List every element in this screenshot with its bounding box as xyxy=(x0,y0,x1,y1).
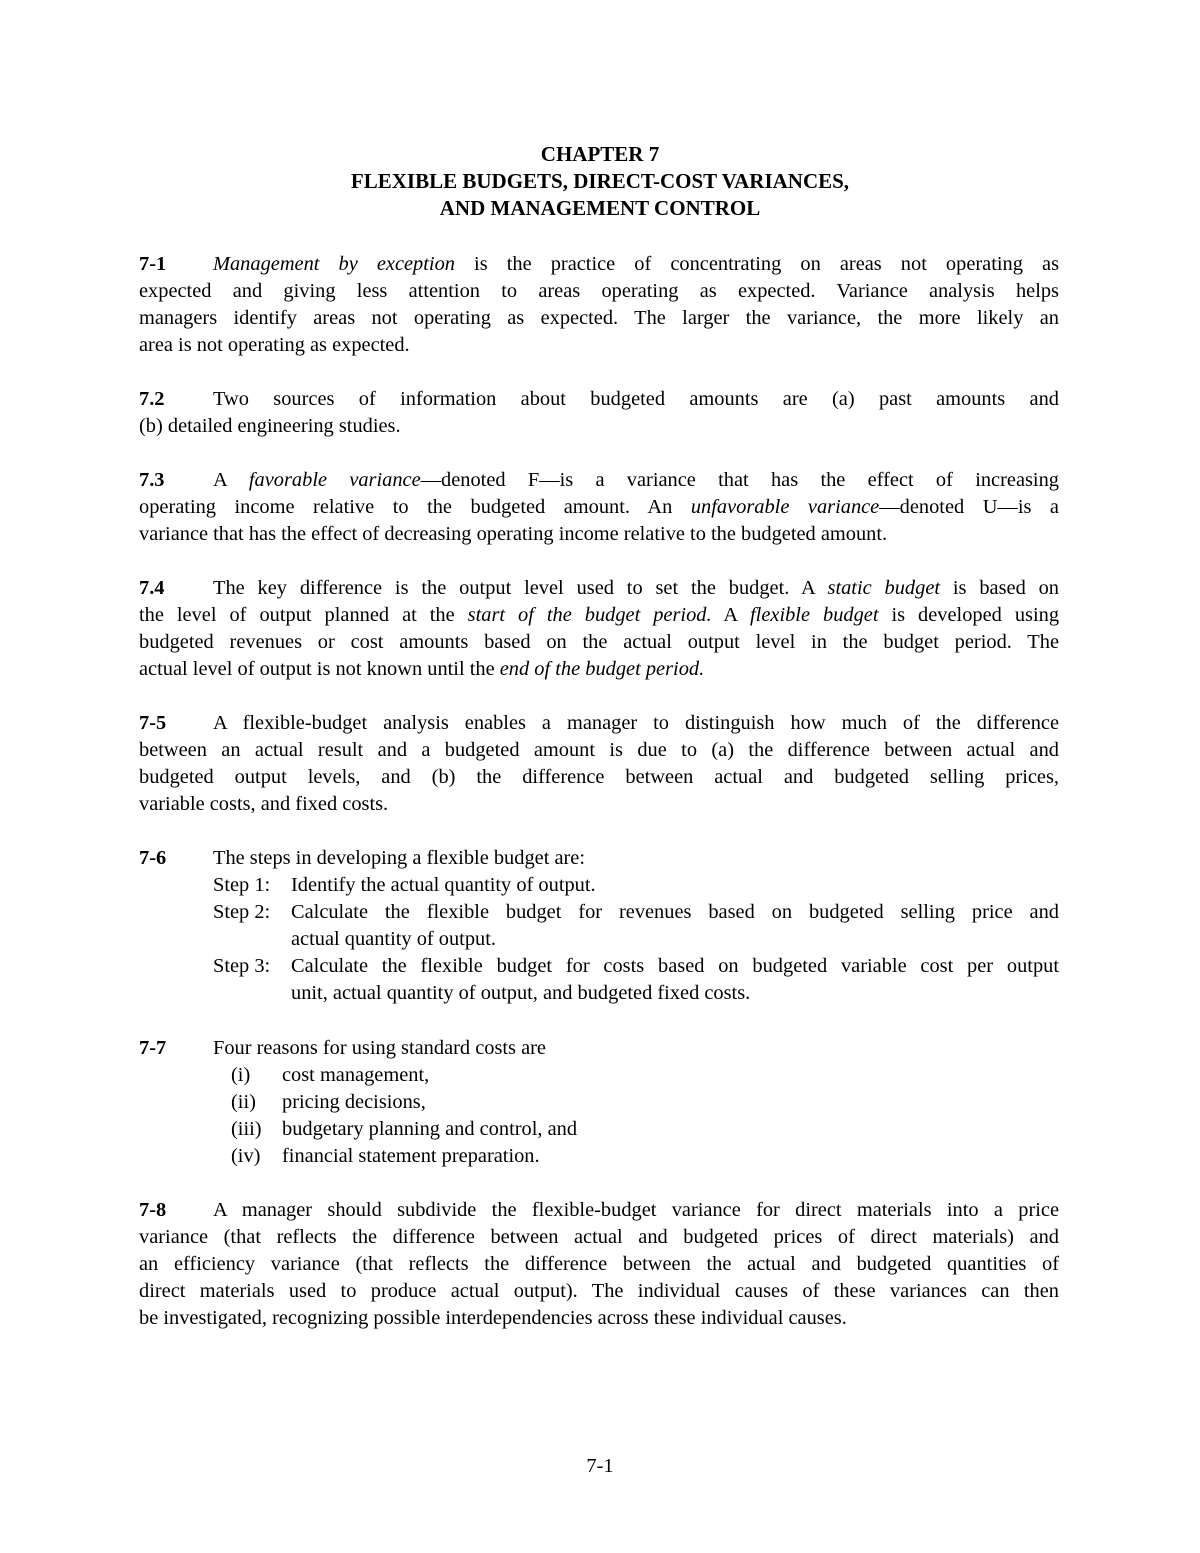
step-label: Step 1: xyxy=(213,874,271,896)
answer-text: A xyxy=(711,604,751,626)
answer-text: variable costs, and fixed costs. xyxy=(139,793,389,815)
answer-number: 7-6 xyxy=(139,847,167,869)
answer-text: is based on xyxy=(940,577,1059,599)
answer-text: (b) detailed engineering studies. xyxy=(139,415,401,437)
answer-text: direct materials used to produce actual output). The individual causes of these variances can then xyxy=(139,1280,1059,1302)
answer-text: A flexible-budget analysis enables a manager to distinguish how much of the difference xyxy=(213,712,1059,734)
step-text: Identify the actual quantity of output. xyxy=(291,874,596,896)
answer-text: variance (that reflects the difference between actual and budgeted prices of direct materials) and xyxy=(139,1226,1059,1248)
answer-number: 7-7 xyxy=(139,1037,167,1059)
answer-text: The steps in developing a flexible budget are: xyxy=(213,847,586,869)
list-item-text: pricing decisions, xyxy=(282,1091,426,1113)
term-unfavorable-variance: unfavorable variance xyxy=(690,496,880,518)
step-text: Calculate the flexible budget for revenues based on budgeted selling price and xyxy=(291,901,1059,923)
answer-text: area is not operating as expected. xyxy=(139,334,410,356)
step-label: Step 3: xyxy=(213,955,271,977)
answer-text: budgeted revenues or cost amounts based on the actual output level in the budget period. The xyxy=(139,631,1059,653)
answer-number: 7.2 xyxy=(139,388,165,410)
answer-text: is developed using xyxy=(878,604,1060,626)
chapter-title-line-2: AND MANAGEMENT CONTROL xyxy=(439,196,761,220)
answer-text: be investigated, recognizing possible interdependencies across these individual causes. xyxy=(139,1307,847,1329)
step-text: unit, actual quantity of output, and budgeted fixed costs. xyxy=(291,982,751,1004)
list-item-label: (iii) xyxy=(231,1118,262,1140)
page-number: 7-1 xyxy=(586,1455,614,1477)
answer-text: Four reasons for using standard costs are xyxy=(213,1037,546,1059)
list-item-text: budgetary planning and control, and xyxy=(282,1118,578,1140)
answer-text: actual level of output is not known until the xyxy=(139,658,500,680)
answer-text: the level of output planned at the xyxy=(139,604,468,626)
list-item-label: (iv) xyxy=(231,1145,261,1167)
answer-text: —denoted U—is a xyxy=(879,496,1059,518)
answer-7-2 xyxy=(139,386,1059,440)
term-end-of-budget-period: end of the budget period. xyxy=(499,658,705,680)
answer-text: A xyxy=(213,469,249,491)
answer-text: The key difference is the output level used to set the budget. A xyxy=(213,577,828,599)
answer-7-4 xyxy=(139,575,1059,683)
answer-7-5 xyxy=(139,710,1059,818)
term-flexible-budget: flexible budget xyxy=(750,604,879,626)
answer-text: variance that has the effect of decreasing operating income relative to the budgeted amount. xyxy=(139,523,888,545)
answer-number: 7.3 xyxy=(139,469,165,491)
answer-text: between an actual result and a budgeted amount is due to (a) the difference between actual and xyxy=(139,739,1059,761)
answer-number: 7.4 xyxy=(139,577,165,599)
term-favorable-variance: favorable variance xyxy=(248,469,421,491)
answer-text: Two sources of information about budgeted amounts are (a) past amounts and xyxy=(213,388,1059,410)
answer-text: is the practice of concentrating on areas not operating as xyxy=(454,253,1059,275)
step-label: Step 2: xyxy=(213,901,271,923)
answer-text: expected and giving less attention to areas operating as expected. Variance analysis helps xyxy=(139,280,1059,302)
answer-number: 7-8 xyxy=(139,1199,167,1221)
answer-number: 7-1 xyxy=(139,253,167,275)
term-start-of-budget-period: start of the budget period. xyxy=(467,604,712,626)
answer-text: A manager should subdivide the flexible-budget variance for direct materials into a price xyxy=(213,1199,1059,1221)
term-management-by-exception: Management by exception xyxy=(213,253,455,275)
answer-text: operating income relative to the budgeted amount. An xyxy=(139,496,691,518)
step-text: actual quantity of output. xyxy=(291,928,496,950)
step-text: Calculate the flexible budget for costs based on budgeted variable cost per output xyxy=(291,955,1059,977)
answer-text: —denoted F—is a variance that has the effect of increasing xyxy=(420,469,1059,491)
list-item-text: financial statement preparation. xyxy=(282,1145,540,1167)
answer-7-8 xyxy=(139,1197,1059,1332)
chapter-number: CHAPTER 7 xyxy=(540,142,660,166)
list-item-text: cost management, xyxy=(282,1064,430,1086)
list-item-label: (i) xyxy=(231,1064,251,1086)
list-item-label: (ii) xyxy=(231,1091,256,1113)
answer-7-1 xyxy=(139,251,1059,359)
answer-7-3 xyxy=(139,467,1059,548)
answer-number: 7-5 xyxy=(139,712,167,734)
term-static-budget: static budget xyxy=(827,577,941,599)
chapter-title-line-1: FLEXIBLE BUDGETS, DIRECT-COST VARIANCES, xyxy=(350,169,850,193)
answer-text: an efficiency variance (that reflects the difference between the actual and budgeted quantities of xyxy=(139,1253,1059,1275)
answer-text: managers identify areas not operating as expected. The larger the variance, the more likely an xyxy=(139,307,1059,329)
answer-text: budgeted output levels, and (b) the difference between actual and budgeted selling prices, xyxy=(139,766,1059,788)
